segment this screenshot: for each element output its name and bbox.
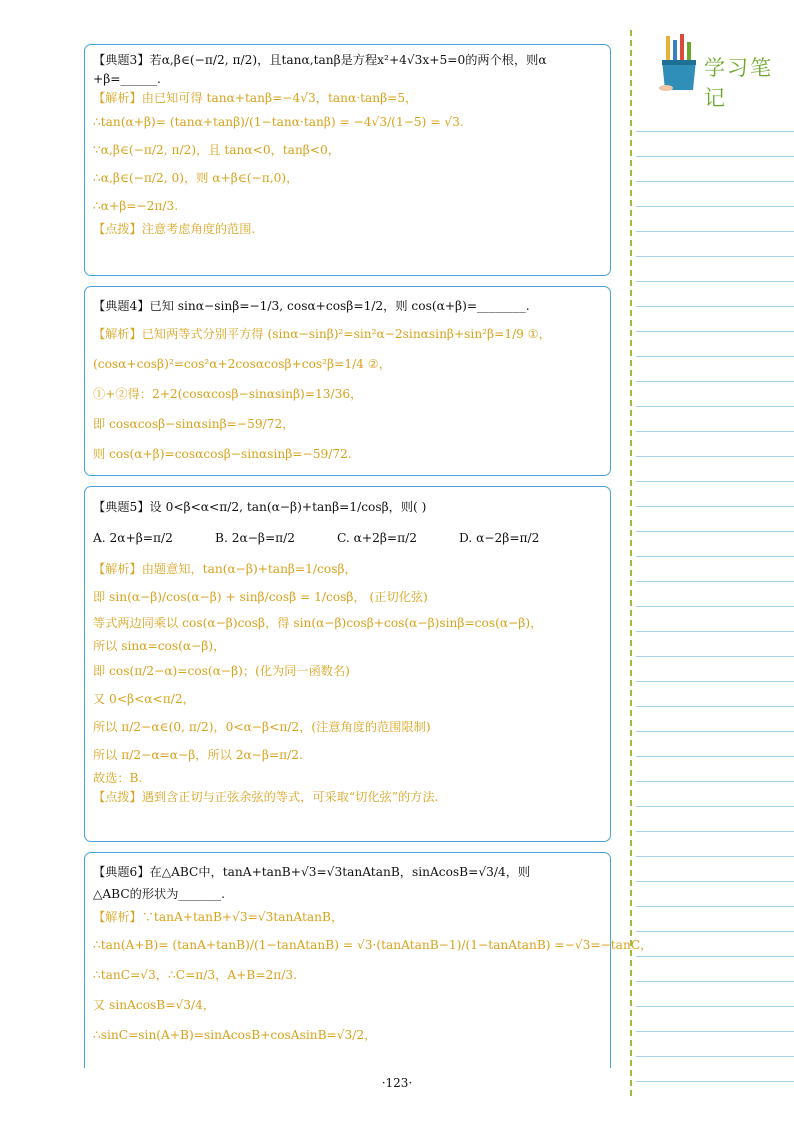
note-line: [636, 206, 794, 207]
ex5-solution-7: 所以 π/2−α∈(0, π/2)，0<α−β<π/2，(注意角度的范围限制): [93, 720, 431, 734]
ex5-solution-2: 即 sin(α−β)/cos(α−β) + sinβ/cosβ = 1/cosβ， (正切化弦): [93, 590, 428, 604]
note-line: [636, 631, 794, 632]
ex5-solution-8: 所以 π/2−α=α−β，所以 2α−β=π/2.: [93, 748, 303, 762]
example-3-box: [84, 44, 611, 276]
ex4-solution-1: 【解析】已知两等式分别平方得 (sinα−sinβ)²=sin²α−2sinαsinβ+sin²β=1/9 ①，: [93, 327, 551, 341]
ex5-solution-1: 【解析】由题意知，tan(α−β)+tanβ=1/cosβ，: [93, 562, 357, 576]
note-line: [636, 506, 794, 507]
pencil-cup-icon: [656, 34, 702, 94]
note-line: [636, 131, 794, 132]
note-line: [636, 1006, 794, 1007]
note-line: [636, 706, 794, 707]
note-line: [636, 881, 794, 882]
note-line: [636, 381, 794, 382]
page-number: ·123·: [381, 1076, 413, 1090]
note-line: [636, 856, 794, 857]
example-4-box: [84, 286, 611, 476]
ex6-solution-2: ∴tan(A+B)= (tanA+tanB)/(1−tanAtanB) = √3·(tanAtanB−1)/(1−tanAtanB) =−√3=−tanC，: [93, 938, 653, 952]
note-line: [636, 431, 794, 432]
note-line: [636, 1056, 794, 1057]
ex3-question-line1: 【典题3】若α,β∈(−π/2, π/2)，且tanα,tanβ是方程x²+4√3x+5=0的两个根，则α: [93, 53, 547, 67]
ex6-solution-5: ∴sinC=sin(A+B)=sinAcosB+cosAsinB=√3/2，: [93, 1028, 377, 1042]
ex3-question-line2: +β=______.: [93, 72, 161, 86]
note-line: [636, 806, 794, 807]
note-line: [636, 156, 794, 157]
ex5-solution-9: 故选：B.: [93, 771, 143, 785]
note-line: [636, 756, 794, 757]
ex4-solution-2: (cosα+cosβ)²=cos²α+2cosαcosβ+cos²β=1/4 ②，: [93, 357, 391, 371]
note-line: [636, 456, 794, 457]
ex5-solution-5: 即 cos(π/2−α)=cos(α−β)；(化为同一函数名): [93, 664, 350, 678]
notes-divider: [630, 30, 632, 1096]
ex5-option-d[interactable]: D. α−2β=π/2: [459, 531, 540, 545]
ex5-solution-4: 所以 sinα=cos(α−β)，: [93, 639, 226, 653]
note-line: [636, 531, 794, 532]
ex5-tip: 【点拨】遇到含正切与正弦余弦的等式，可采取“切化弦”的方法.: [93, 790, 439, 804]
note-line: [636, 606, 794, 607]
note-line: [636, 306, 794, 307]
ex5-solution-6: 又 0<β<α<π/2，: [93, 692, 195, 706]
ex3-solution-2: ∴tan(α+β)= (tanα+tanβ)/(1−tanα·tanβ) = −4√3/(1−5) = √3.: [93, 115, 464, 129]
note-line: [636, 581, 794, 582]
note-line: [636, 331, 794, 332]
ex4-solution-5: 则 cos(α+β)=cosαcosβ−sinαsinβ=−59/72.: [93, 447, 352, 461]
note-line: [636, 906, 794, 907]
note-line: [636, 231, 794, 232]
note-line: [636, 981, 794, 982]
note-line: [636, 256, 794, 257]
ex4-solution-4: 即 cosαcosβ−sinαsinβ=−59/72，: [93, 417, 295, 431]
ex6-question-line1: 【典题6】在△ABC中，tanA+tanB+√3=√3tanAtanB，sinAcosB=√3/4，则: [93, 865, 531, 879]
note-line: [636, 956, 794, 957]
ex4-solution-3: ①+②得：2+2(cosαcosβ−sinαsinβ)=13/36，: [93, 387, 363, 401]
note-line: [636, 831, 794, 832]
note-line: [636, 356, 794, 357]
ex5-options: [93, 525, 602, 551]
note-line: [636, 181, 794, 182]
ex3-solution-3: ∵α,β∈(−π/2, π/2)，且 tanα<0，tanβ<0，: [93, 143, 340, 157]
ex5-option-b[interactable]: B. 2α−β=π/2: [215, 531, 296, 545]
note-line: [636, 681, 794, 682]
ex6-solution-1: 【解析】∵tanA+tanB+√3=√3tanAtanB，: [93, 910, 344, 924]
example-5-box: [84, 486, 611, 842]
note-line: [636, 481, 794, 482]
note-line: [636, 781, 794, 782]
ex3-tip: 【点拨】注意考虑角度的范围.: [93, 222, 256, 236]
note-line: [636, 556, 794, 557]
ex5-option-c[interactable]: C. α+2β=π/2: [337, 531, 417, 545]
note-line: [636, 931, 794, 932]
ex6-solution-3: ∴tanC=√3，∴C=π/3，A+B=2π/3.: [93, 968, 298, 982]
notes-title: 学习笔记: [704, 56, 773, 110]
note-line: [636, 1031, 794, 1032]
ex5-solution-3: 等式两边同乘以 cos(α−β)cosβ，得 sin(α−β)cosβ+cos(α−β)sinβ=cos(α−β)，: [93, 616, 543, 630]
note-line: [636, 656, 794, 657]
ex6-question-line2: △ABC的形状为_______.: [93, 887, 225, 901]
ex3-solution-4: ∴α,β∈(−π/2, 0)，则 α+β∈(−π,0)，: [93, 171, 299, 185]
example-6-box: [84, 852, 653, 1068]
ex3-solution-5: ∴α+β=−2π/3.: [93, 199, 179, 213]
ex3-solution-1: 【解析】由已知可得 tanα+tanβ=−4√3，tanα·tanβ=5，: [93, 91, 418, 105]
ex5-question: 【典题5】设 0<β<α<π/2, tan(α−β)+tanβ=1/cosβ，则( ): [93, 500, 427, 514]
note-line: [636, 406, 794, 407]
note-line: [636, 731, 794, 732]
ex4-question: 【典题4】已知 sinα−sinβ=−1/3, cosα+cosβ=1/2，则 cos(α+β)=________.: [93, 299, 530, 313]
ex6-solution-4: 又 sinAcosB=√3/4，: [93, 998, 216, 1012]
ex5-option-a[interactable]: A. 2α+β=π/2: [93, 531, 173, 545]
main-column: [84, 44, 653, 1078]
note-line: [636, 281, 794, 282]
